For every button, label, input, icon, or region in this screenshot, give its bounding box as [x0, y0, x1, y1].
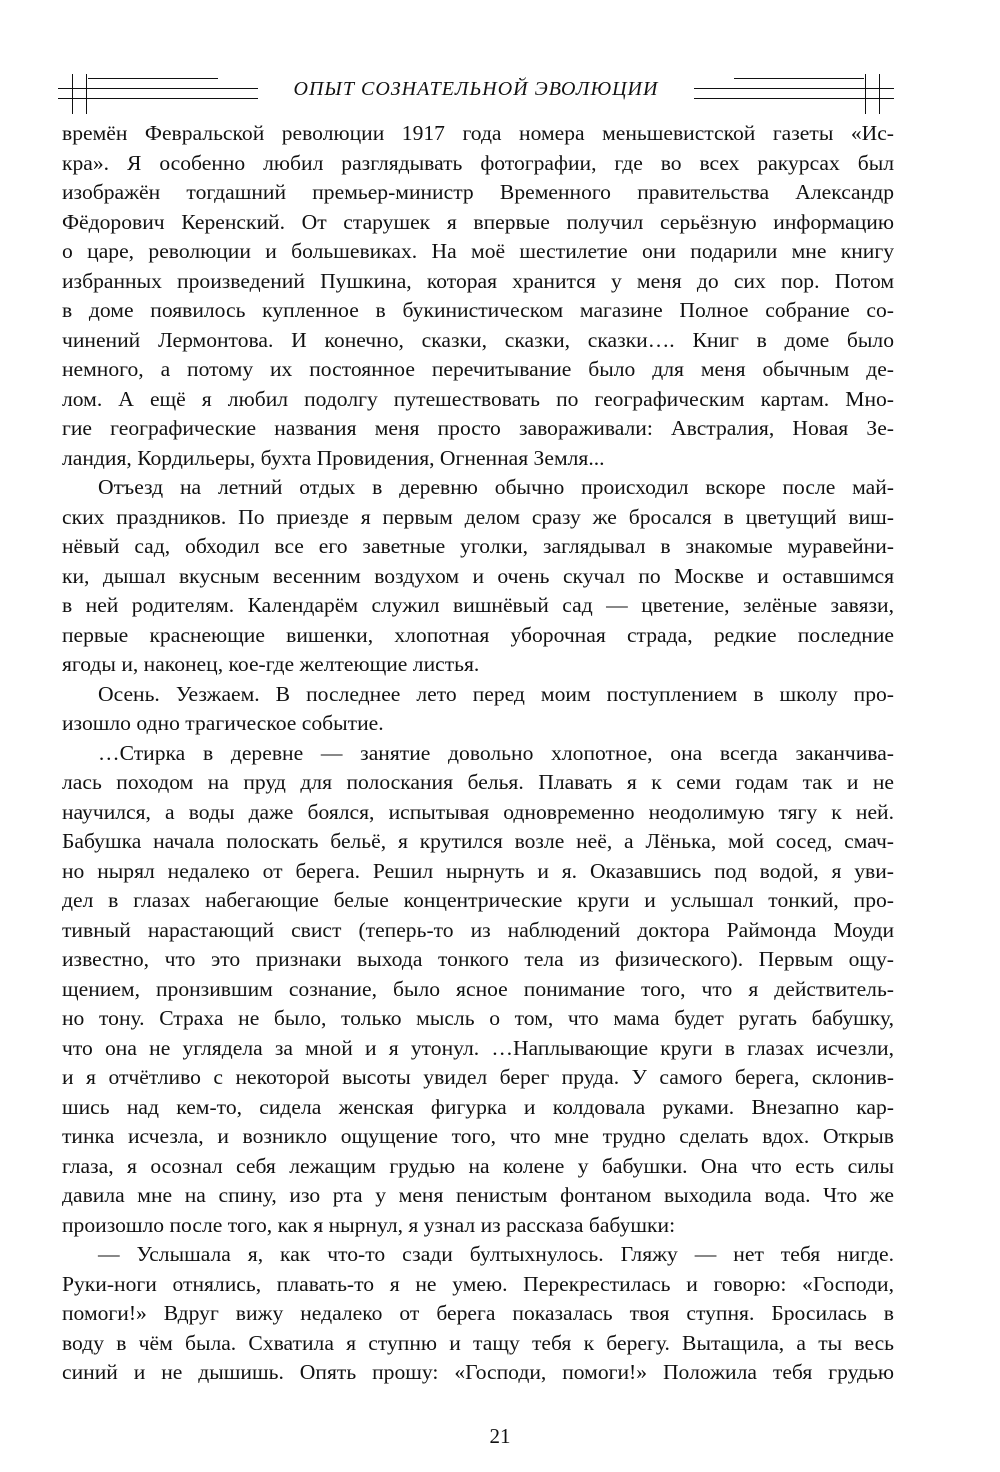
text-line: тинка исчезла, и возникло ощущение того, что мне трудно сделать вдох. Открыв	[62, 1124, 894, 1148]
text-line: кра». Я особенно любил разглядывать фотографии, где во всех ракурсах был	[62, 150, 894, 175]
text-line: немного, а потому их постоянное перечитывание было для меня обычным де-	[62, 357, 894, 381]
text-line: лась походом на пруд для полоскания белья. Плавать я к семи годам так и не	[62, 770, 894, 794]
text-line: научился, а воды даже боялся, испытывая одновременно неодолимую тягу к ней.	[62, 799, 894, 824]
text-line: — Услышала я, как что-то сзади бултыхнулось. Гляжу — нет тебя нигде.	[98, 1242, 894, 1266]
paragraph-3	[62, 680, 894, 739]
text-line: произошло после того, как я нырнул, я узнал из рассказа бабушки:	[62, 1212, 676, 1237]
text-line: Отъезд на летний отдых в деревню обычно происходил вскоре после май-	[98, 475, 894, 499]
text-line: ягоды и, наконец, кое-где желтеющие листья.	[62, 652, 480, 676]
text-line: нёвый сад, обходил все его заветные уголки, заглядывал в знакомые муравейни-	[62, 534, 894, 558]
text-line: ландия, Кордильеры, бухта Провидения, Огненная Земля...	[62, 445, 605, 470]
text-line: лом. А ещё я любил подолгу путешествовать по географическим картам. Мно-	[62, 386, 894, 411]
running-title: ОПЫТ СОЗНАТЕЛЬНОЙ ЭВОЛЮЦИИ	[293, 78, 659, 100]
text-line: помоги!» Вдруг вижу недалеко от берега показалась твоя ступня. Бросилась в	[62, 1301, 894, 1325]
text-line: известно, что это признаки выхода тонкого тела из физического). Первым ощу-	[62, 947, 894, 971]
text-line: в ней родителям. Календарём служил вишнёвый сад — цветение, зелёные завязи,	[62, 593, 894, 617]
page-number: 21	[489, 1424, 511, 1448]
text-line: …Стирка в деревне — занятие довольно хлопотное, она всегда заканчива-	[98, 740, 894, 765]
text-line: но тону. Страха не было, только мысль о том, что мама будет ругать бабушку,	[62, 1006, 894, 1030]
text-line: чинений Лермонтова. И конечно, сказки, сказки, сказки…. Книг в доме было	[62, 327, 894, 352]
text-line: Осень. Уезжаем. В последнее лето перед моим поступлением в школу про-	[98, 681, 894, 706]
paragraph-2	[62, 473, 894, 680]
running-header	[58, 68, 894, 118]
text-line: щением, пронзившим сознание, было ясное понимание того, что я действитель-	[62, 976, 894, 1001]
header-ornament-left	[58, 68, 258, 118]
text-line: давила мне на спину, изо рта у меня пенистым фонтаном выходила вода. Что же	[62, 1183, 894, 1207]
body-text	[62, 119, 894, 1388]
text-line: тивный нарастающий свист (теперь-то из наблюдений доктора Раймонда Моуди	[62, 917, 894, 942]
header-ornament-right	[694, 68, 894, 118]
text-line: избранных произведений Пушкина, которая хранится у меня до сих пор. Потом	[62, 268, 894, 293]
text-line: изображён тогдашний премьер-министр Временного правительства Александр	[62, 180, 894, 204]
text-line: ских праздников. По приезде я первым делом сразу же бросался в цветущий виш-	[62, 504, 894, 529]
text-line: Фёдорович Керенский. От старушек я впервые получил серьёзную информацию	[62, 209, 894, 234]
paragraph-5	[62, 1240, 894, 1388]
text-line: дел в глазах набегающие белые концентрические круги и услышал тонкий, про-	[62, 888, 894, 912]
text-line: что она не углядела за мной и я утонул. …Наплывающие круги в глазах исчезли,	[62, 1035, 894, 1060]
text-line: воду в чём была. Схватила я ступню и тащу тебя к берегу. Вытащила, а ты весь	[62, 1330, 894, 1355]
text-line: Бабушка начала полоскать бельё, я крутился возле неё, а Лёнька, мой сосед, смач-	[62, 829, 894, 853]
text-line: глаза, я осознал себя лежащим грудью на колене у бабушки. Она что есть силы	[62, 1153, 894, 1178]
text-line: и я отчётливо с некоторой высоты увидел берег пруда. У самого берега, склонив-	[62, 1065, 894, 1089]
paragraph-4	[62, 739, 894, 1241]
text-line: времён Февральской революции 1917 года номера меньшевистской газеты «Ис-	[62, 121, 894, 145]
paragraph-1	[62, 119, 894, 473]
text-line: Руки-ноги отнялись, плавать-то я не умею. Перекрестилась и говорю: «Господи,	[62, 1271, 894, 1296]
text-line: ки, дышал вкусным весенним воздухом и очень скучал по Москве и оставшимся	[62, 563, 894, 588]
text-line: изошло одно трагическое событие.	[62, 711, 384, 735]
text-line: о царе, революции и большевиках. На моё шестилетие они подарили мне книгу	[62, 239, 894, 263]
text-line: первые краснеющие вишенки, хлопотная уборочная страда, редкие последние	[62, 622, 894, 647]
text-line: в доме появилось купленное в букинистическом магазине Полное собрание со-	[62, 298, 894, 322]
text-line: синий и не дышишь. Опять прошу: «Господи, помоги!» Положила тебя грудью	[62, 1360, 894, 1384]
text-line: но нырял недалеко от берега. Решил нырнуть и я. Оказавшись под водой, я уви-	[62, 858, 894, 883]
text-line: гие географические названия меня просто завораживали: Австралия, Новая Зе-	[62, 416, 894, 440]
text-line: шись над кем-то, сидела женская фигурка и колдовала руками. Внезапно кар-	[62, 1094, 894, 1119]
